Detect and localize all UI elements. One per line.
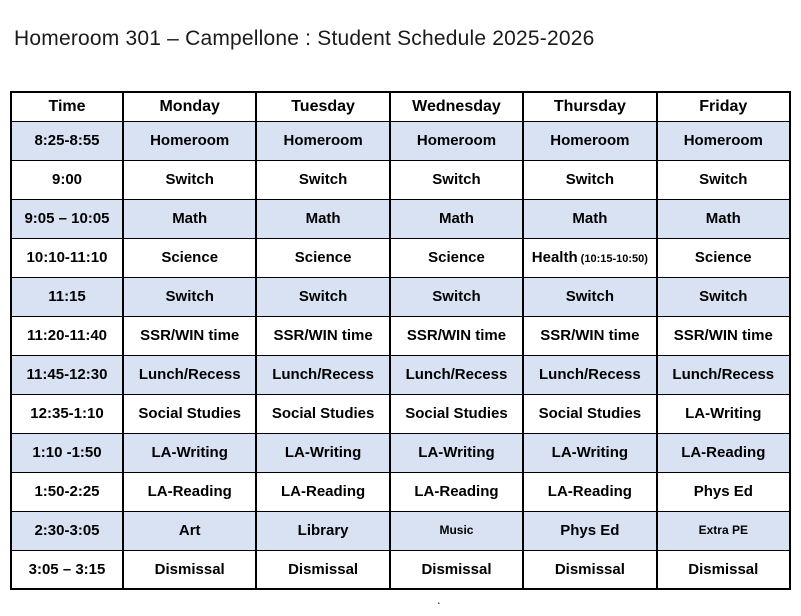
column-header-wednesday: Wednesday [390, 92, 523, 121]
subject-cell: Dismissal [256, 550, 389, 589]
subject-cell: Social Studies [123, 394, 256, 433]
subject-cell: Phys Ed [523, 511, 656, 550]
stray-period-text: . [437, 592, 441, 607]
subject-cell: Extra PE [657, 511, 790, 550]
subject-cell: LA-Writing [523, 433, 656, 472]
subject-cell: Homeroom [256, 121, 389, 160]
time-cell: 1:10 -1:50 [11, 433, 123, 472]
subject-cell: Math [390, 199, 523, 238]
subject-cell: Switch [657, 277, 790, 316]
time-cell: 2:30-3:05 [11, 511, 123, 550]
schedule-row [11, 394, 790, 433]
subject-cell: Lunch/Recess [123, 355, 256, 394]
subject-cell: LA-Reading [523, 472, 656, 511]
schedule-row [11, 238, 790, 277]
subject-cell: Lunch/Recess [523, 355, 656, 394]
time-cell: 11:45-12:30 [11, 355, 123, 394]
time-cell: 11:15 [11, 277, 123, 316]
subject-cell: Science [123, 238, 256, 277]
schedule-body [11, 121, 790, 589]
page-title: Homeroom 301 – Campellone : Student Schedule 2025-2026 [14, 27, 595, 50]
subject-cell: Art [123, 511, 256, 550]
subject-cell: Science [390, 238, 523, 277]
subject-cell: LA-Reading [657, 433, 790, 472]
subject-cell: Switch [390, 160, 523, 199]
schedule-header [11, 92, 790, 121]
subject-cell: Switch [123, 277, 256, 316]
subject-cell: Switch [256, 160, 389, 199]
subject-cell-note: (10:15-10:50) [577, 252, 648, 265]
time-cell: 8:25-8:55 [11, 121, 123, 160]
schedule-row [11, 511, 790, 550]
subject-cell: SSR/WIN time [657, 316, 790, 355]
subject-cell: Switch [256, 277, 389, 316]
time-cell: 9:05 – 10:05 [11, 199, 123, 238]
schedule-row [11, 121, 790, 160]
schedule-row [11, 277, 790, 316]
subject-cell: SSR/WIN time [523, 316, 656, 355]
subject-cell: Math [123, 199, 256, 238]
time-cell: 1:50-2:25 [11, 472, 123, 511]
subject-cell: Library [256, 511, 389, 550]
subject-cell: Switch [657, 160, 790, 199]
subject-cell: Switch [523, 277, 656, 316]
time-cell: 10:10-11:10 [11, 238, 123, 277]
subject-cell: Homeroom [657, 121, 790, 160]
subject-cell: Homeroom [523, 121, 656, 160]
subject-cell: LA-Writing [390, 433, 523, 472]
column-header-thursday: Thursday [523, 92, 656, 121]
subject-cell: Dismissal [123, 550, 256, 589]
subject-cell: Science [657, 238, 790, 277]
subject-cell: LA-Reading [123, 472, 256, 511]
subject-cell: Health (10:15-10:50) [523, 238, 656, 277]
subject-cell: SSR/WIN time [256, 316, 389, 355]
subject-cell: Homeroom [390, 121, 523, 160]
schedule-row [11, 355, 790, 394]
subject-cell: Social Studies [256, 394, 389, 433]
subject-cell: LA-Reading [256, 472, 389, 511]
subject-cell: SSR/WIN time [390, 316, 523, 355]
time-cell: 9:00 [11, 160, 123, 199]
time-cell: 12:35-1:10 [11, 394, 123, 433]
subject-cell: Math [657, 199, 790, 238]
subject-cell: SSR/WIN time [123, 316, 256, 355]
subject-cell: Math [256, 199, 389, 238]
schedule-table [10, 91, 791, 590]
column-header-friday: Friday [657, 92, 790, 121]
subject-cell: LA-Writing [657, 394, 790, 433]
subject-cell: Switch [523, 160, 656, 199]
subject-cell: LA-Writing [123, 433, 256, 472]
subject-cell: LA-Reading [390, 472, 523, 511]
subject-cell: Social Studies [390, 394, 523, 433]
schedule-row [11, 199, 790, 238]
column-header-time: Time [11, 92, 123, 121]
schedule-row [11, 472, 790, 511]
subject-cell: Lunch/Recess [256, 355, 389, 394]
header-row [11, 92, 790, 121]
column-header-tuesday: Tuesday [256, 92, 389, 121]
subject-cell: Dismissal [523, 550, 656, 589]
time-cell: 3:05 – 3:15 [11, 550, 123, 589]
subject-cell: Switch [390, 277, 523, 316]
column-header-monday: Monday [123, 92, 256, 121]
subject-cell: Phys Ed [657, 472, 790, 511]
subject-cell: LA-Writing [256, 433, 389, 472]
subject-cell: Switch [123, 160, 256, 199]
subject-cell: Lunch/Recess [390, 355, 523, 394]
subject-cell: Dismissal [390, 550, 523, 589]
subject-cell: Homeroom [123, 121, 256, 160]
subject-cell: Social Studies [523, 394, 656, 433]
subject-cell: Science [256, 238, 389, 277]
time-cell: 11:20-11:40 [11, 316, 123, 355]
schedule-row [11, 316, 790, 355]
subject-cell: Lunch/Recess [657, 355, 790, 394]
subject-cell: Music [390, 511, 523, 550]
subject-cell: Dismissal [657, 550, 790, 589]
schedule-row [11, 433, 790, 472]
schedule-row [11, 160, 790, 199]
subject-cell: Math [523, 199, 656, 238]
schedule-row [11, 550, 790, 589]
